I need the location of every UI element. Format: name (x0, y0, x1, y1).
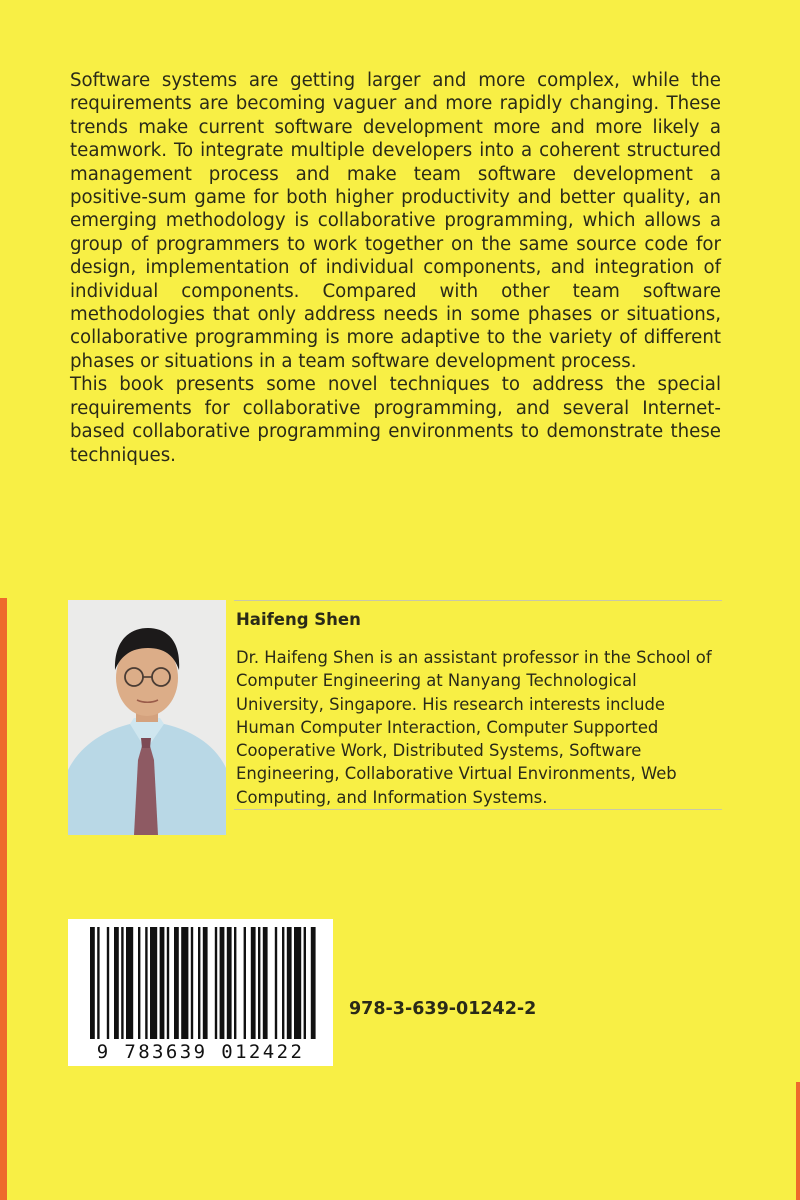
author-section (68, 598, 722, 836)
barcode-bar (311, 927, 316, 1039)
barcode-bar (275, 927, 277, 1039)
barcode-bar (234, 927, 236, 1039)
barcode-bar (121, 927, 123, 1039)
barcode-bar (258, 927, 260, 1039)
barcode-bar (282, 927, 284, 1039)
barcode-bar (198, 927, 200, 1039)
back-cover-blurb (70, 69, 721, 467)
barcode-bar (97, 927, 99, 1039)
author-bio: Dr. Haifeng Shen is an assistant professor in the School of Computer Engineering at Nanyang Technological University, Singapore. His research interests include Human Computer Interaction, Computer Supported Cooperative Work, Distributed Systems, Software Engineering, Collaborative Virtual Environments, Web Computing, and Information Systems. (236, 648, 712, 807)
barcode-bar (251, 927, 256, 1039)
barcode-bar (287, 927, 292, 1039)
spine-accent-left (0, 598, 7, 1200)
barcode-bar (167, 927, 169, 1039)
author-name: Haifeng Shen (236, 610, 361, 629)
barcode-bar (138, 927, 140, 1039)
barcode-bar (174, 927, 179, 1039)
author-photo (68, 600, 226, 835)
barcode-bar (191, 927, 193, 1039)
barcode-bar (220, 927, 225, 1039)
barcode-bar (150, 927, 157, 1039)
author-bottom-rule (234, 809, 722, 810)
barcode-bar (294, 927, 301, 1039)
author-top-rule (234, 600, 722, 601)
barcode-bar (203, 927, 208, 1039)
barcode-bar (126, 927, 133, 1039)
barcode-bar (244, 927, 246, 1039)
isbn-barcode (68, 919, 333, 1066)
isbn-number: 978-3-639-01242-2 (349, 999, 537, 1019)
barcode-digits: 9 783639 012422 (96, 1041, 305, 1063)
barcode-bar (304, 927, 306, 1039)
barcode-bar (215, 927, 217, 1039)
barcode-bar (145, 927, 147, 1039)
barcode-bar (160, 927, 165, 1039)
spine-accent-right (796, 1082, 800, 1200)
barcode-bar (90, 927, 95, 1039)
barcode-bar (107, 927, 109, 1039)
barcode-bar (263, 927, 268, 1039)
blurb-paragraph-1: Software systems are getting larger and more complex, while the requirements are becoming vaguer and more rapidly changing. These trends make current software development more and more likely a teamwork. To integrate multiple developers into a coherent structured management process and make team software development a positive-sum game for both higher productivity and better quality, an emerging methodology is collaborative programming, which allows a group of programmers to work together on the same source code for design, implementation of individual components, and integration of individual components. Compared with other team software methodologies that only address needs in some phases or situations, collaborative programming is more adaptive to the variety of different phases or situations in a team software development process. (70, 70, 721, 372)
blurb-paragraph-2: This book presents some novel techniques to address the special requirements for collaborative programming, and several Internet-based collaborative programming environments to demonstrate these techniques. (70, 374, 721, 466)
barcode-bar (114, 927, 119, 1039)
barcode-bar (181, 927, 188, 1039)
barcode-bar (227, 927, 232, 1039)
